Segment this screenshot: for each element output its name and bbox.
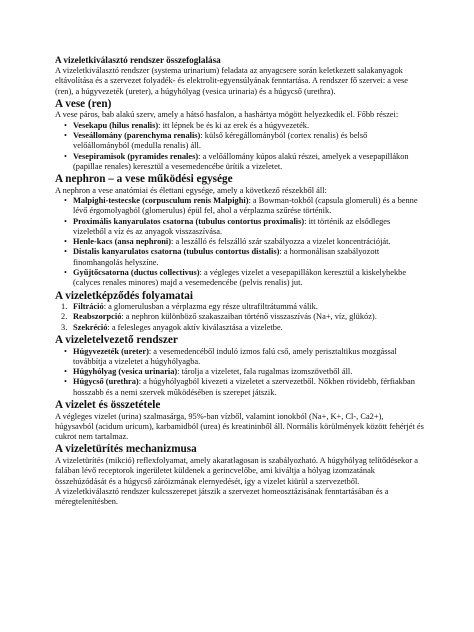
section-text: A vizeletürítés (mikció) reflexfolyamat, amely akaratlagosan is szabályozható. A húgyhólyag telítődésekor a falában lévő receptorok ingerületet küldenek a gerincvelőbe, ami kiváltja a hólyag izomzatának összehúzódását és a húgycső záróizmának elernyedését, így a vizelet kiürül a szervezetből. [55,455,419,486]
item-desc: : a velőállomány kúpos alakú részei, amelyek a vesepapillákon (papillae renales) keresztül a vesemedencébe ürítik a vizeletet. [73,151,409,171]
item-term: Szekréció [73,322,108,332]
item-number: 3. [61,322,68,332]
section-heading: A vizeletelvezető rendszer [55,334,178,347]
item-term: Veseállomány (parenchyma renalis) [73,130,201,140]
item-term: Gyűjtőcsatorna (ductus collectivus) [73,268,200,278]
section-heading: A vizeletürítés mechanizmusa [55,443,197,456]
item-term: Húgyvezeték (ureter) [73,346,149,356]
list-item [61,322,424,333]
item-term: Reabszorpció [73,312,122,322]
item-desc: : itt történik az elsődleges vizeletből a víz és az anyagok visszaszívása. [73,216,391,236]
item-desc: : itt lépnek be és ki az erek és a húgyvezeték. [158,120,310,130]
numbered-list [55,302,424,333]
list-item [73,131,424,152]
item-term: Húgyhólyag (vesica urinaria) [73,367,178,377]
item-term: Henle-kacs (ansa nephroni) [73,237,172,247]
list-item [73,217,424,238]
section-text: A nephron a vese anatómiai és élettani egysége, amely a következő részekből áll: [55,185,327,195]
section-heading: A vese (ren) [55,97,112,110]
bullet-list [55,196,424,289]
bullet-list [55,121,424,172]
list-item [73,196,424,217]
section-text: A végleges vizelet (urina) szalmasárga, 95%-ban vízből, valamint ionokból (Na+, K+, Cl-, Ca2+), húgysavból (acidum uricum), karbamidból (urea) és kreatininből áll. Normális körülmények között fehérjét és cukrot nem tartalmaz. [55,411,424,442]
item-number: 1. [61,302,68,312]
item-desc: : a nephron különböző szakaszaiban történő visszaszívás (Na+, víz, glükóz). [121,312,377,322]
item-term: Malpighi-testecske (corpusculum renis Malpighi) [73,195,249,205]
item-desc: : külső kéregállományból (cortex renalis) és belső velőállományból (medulla renalis) áll. [73,130,368,151]
list-item [73,367,424,377]
intro-paragraph: A vizeletkiválasztó rendszer (systema urinarium) feladata az anyagcsere során keletkezett salakanyagok eltávolítása és a szervezet folyadék- és elektrolit-egyensúlyának fenntartása. A rendszer fő szervei: a vese (ren), a húgyvezeték (ureter), a húgyhólyag (vesica urinaria) és a húgycső (urethra). [55,66,408,96]
list-item [73,152,424,173]
item-term: Distalis kanyarulatos csatorna (tubulus contortus distalis) [73,247,280,257]
list-item [73,121,424,131]
list-item [73,268,424,289]
item-term: Húgycső (urethra) [73,377,139,387]
item-desc: : a hormonálisan szabályozott finomhangolás helyszíne. [73,247,380,267]
item-desc: : a felesleges anyagok aktív kiválasztása a vizeletbe. [107,322,283,332]
list-item [73,237,424,247]
item-desc: : a glomerulusban a vérplazma egy része ultrafiltrátummá válik. [103,302,318,312]
item-desc: : a Bowman-tokból (capsula glomeruli) és a benne lévő érgomolyagból (glomerulus) épül fel, ahol a vérplazma szűrése történik. [73,195,418,216]
item-desc: : a leszálló és felszálló szár szabályozza a vizelet koncentrációját. [171,237,391,247]
item-desc: : a végleges vizelet a vesepapillákon keresztül a kiskelyhekbe (calyces renales minores) majd a vesemedencébe (pelvis renalis) jut. [73,268,407,288]
item-term: Filtráció [73,302,104,312]
list-item [61,312,424,322]
item-desc: : a vesemedencéből induló izmos falú cső, amely perisztaltikus mozgással továbbítja a vizeletet a húgyhólyagba. [73,346,397,366]
list-item [73,377,424,398]
document-title: A vizeletkiválasztó rendszer összefoglalása [55,55,221,65]
bullet-list [55,347,424,398]
closing-paragraph: A vizeletkiválasztó rendszer kulcsszerepet játszik a szervezet homeosztázisának fenntartásában és a méregtelenítésben. [55,486,389,507]
item-term: Proximális kanyarulatos csatorna (tubulus contortus proximalis) [73,216,305,226]
item-desc: : a húgyhólyagból kivezeti a vizeletet a szervezetből. Nőkben rövidebb, férfiakban hosszabb és a nemi szervek működésében is szerepet játszik. [73,377,415,397]
list-item [73,247,424,268]
item-term: Vesekapu (hilus renalis) [73,120,159,130]
section-heading: A vizelet és összetétele [55,399,161,412]
list-item [73,347,424,368]
item-term: Vesepiramisok (pyramides renales) [73,151,199,161]
section-heading: A vizeletképződés folyamatai [55,289,193,302]
section-text: A vese páros, bab alakú szerv, amely a hátsó hasfalon, a hashártya mögött helyezkedik el. Főbb részei: [55,110,399,120]
item-desc: : tárolja a vizeletet, fala rugalmas izomszövetből áll. [177,367,353,377]
section-heading: A nephron – a vese működési egysége [55,173,233,186]
item-number: 2. [61,312,68,322]
list-item [61,302,424,312]
